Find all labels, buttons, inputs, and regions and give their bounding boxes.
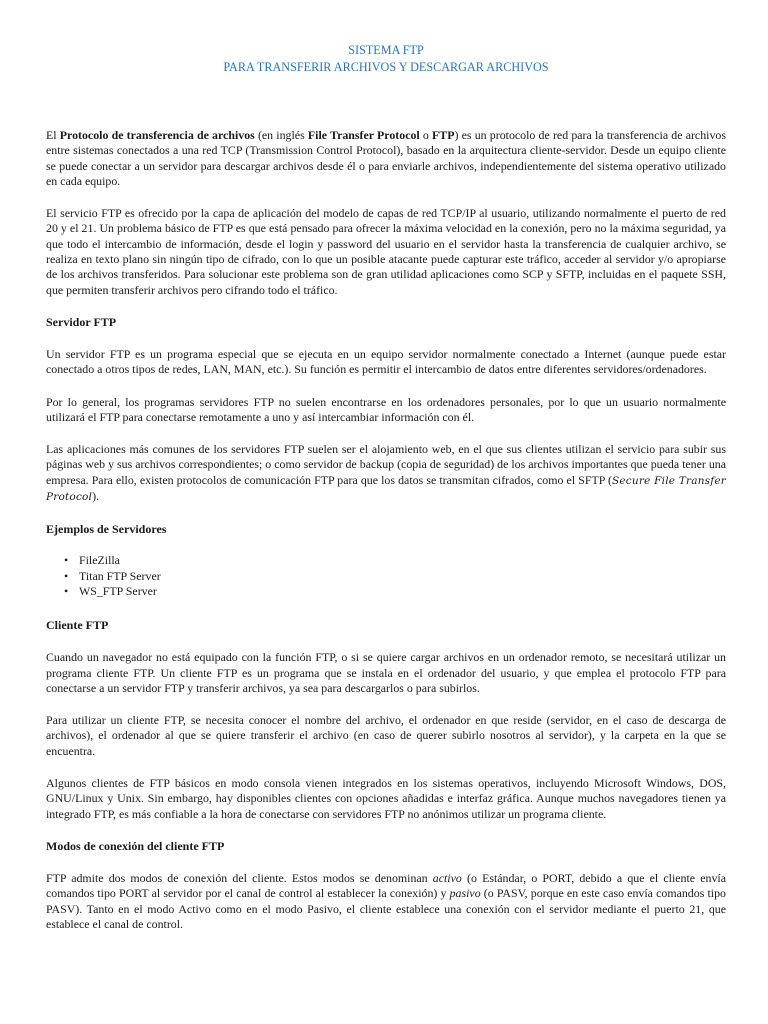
list-item: • WS_FTP Server (64, 583, 157, 598)
heading-ejemplos-servidores: Ejemplos de Servidores (46, 522, 167, 537)
servidor-paragraph-2: Por lo general, los programas servidores FTP no suelen encontrarse en los ordenadores personales, por lo que un usuario normalmente utilizará el FTP para conectarse remotamente a uno y así intercambiar información con él. (46, 394, 726, 424)
servidor-paragraph-3: Las aplicaciones más comunes de los servidores FTP suelen ser el alojamiento web, en el que sus clientes utilizan el servicio para subir sus páginas web y sus archivos correspondientes; o como servidor de backup (copia de seguridad) de los archivos importantes que pueda tener una empresa. Para ello, existen protocolos de comunicación FTP para que los datos se transmitan cifrados, como el SFTP (Secure File Transfer Protocol). (46, 442, 726, 504)
modos-paragraph-1: FTP admite dos modos de conexión del cliente. Estos modos se denominan activo (o Estándar, o PORT, debido a que el cliente envía comandos tipo PORT al servidor por el canal de control al establecer la conexión) y pasivo (o PASV, porque en este caso envía comandos tipo PASV). Tanto en el modo Activo como en el modo Pasivo, el cliente establece una conexión con el servidor mediante el puerto 21, que establece el canal de control. (46, 870, 726, 931)
intro-paragraph-2: El servicio FTP es ofrecido por la capa de aplicación del modelo de capas de red TCP/IP al usuario, utilizando normalmente el puerto de red 20 y el 21. Un problema básico de FTP es que está pensado para ofrecer la máxima velocidad en la conexión, pero no la máxima seguridad, ya que todo el intercambio de información, desde el login y password del usuario en el servidor hasta la transferencia de cualquier archivo, se realiza en texto plano sin ningún tipo de cifrado, con lo que un posible atacante puede capturar este tráfico, acceder al servidor y/o apropiarse de los archivos transferidos. Para solucionar este problema son de gran utilidad aplicaciones como SCP y SFTP, incluidas en el paquete SSH, que permiten transferir archivos pero cifrando todo el tráfico. (46, 206, 726, 297)
cliente-paragraph-3: Algunos clientes de FTP básicos en modo consola vienen integrados en los sistemas operativos, incluyendo Microsoft Windows, DOS, GNU/Linux y Unix. Sin embargo, hay disponibles clientes con opciones añadidas e interfaz gráfica. Aunque muchos navegadores tienen ya integrado FTP, es más confiable a la hora de conectarse con servidores FTP no anónimos utilizar un programa cliente. (46, 776, 726, 821)
title-line-2: PARA TRANSFERIR ARCHIVOS Y DESCARGAR ARCHIVOS (223, 60, 549, 74)
intro-paragraph-1: El Protocolo de transferencia de archivos (en inglés File Transfer Protocol o FTP) es un protocolo de red para la transferencia de archivos entre sistemas conectados a una red TCP (Transmission Control Protocol), basado en la arquitectura cliente-servidor. Desde un equipo cliente se puede conectar a un servidor para descargar archivos desde él o para enviarle archivos, independientemente del sistema operativo utilizado en cada equipo. (46, 128, 726, 188)
heading-cliente-ftp: Cliente FTP (46, 618, 109, 633)
servidor-paragraph-1: Un servidor FTP es un programa especial que se ejecuta en un equipo servidor normalmente conectado a Internet (aunque puede estar conectado a otros tipos de redes, LAN, MAN, etc.). Su función es permitir el intercambio de datos entre diferentes servidores/ordenadores. (46, 346, 726, 377)
heading-servidor-ftp: Servidor FTP (46, 314, 117, 329)
document-title (46, 42, 726, 76)
heading-modos-conexion: Modos de conexión del cliente FTP (46, 838, 225, 853)
cliente-paragraph-1: Cuando un navegador no está equipado con la función FTP, o si se quiere cargar archivos en un ordenador remoto, se necesitará utilizar un programa cliente FTP. Un cliente FTP es un programa que se instala en el ordenador del usuario, y que emplea el protocolo FTP para conectarse a un servidor FTP y transferir archivos, ya sea para descargarlos o para subirlos. (46, 650, 726, 695)
cliente-paragraph-2: Para utilizar un cliente FTP, se necesita conocer el nombre del archivo, el ordenador en que reside (servidor, en el caso de descarga de archivos), el ordenador al que se quiere transferir el archivo (en caso de querer subirlo nosotros al servidor), y la carpeta en la que se encuentra. (46, 713, 726, 758)
list-item: • FileZilla (64, 553, 120, 568)
title-line-1: SISTEMA FTP (348, 43, 424, 57)
servers-list (46, 553, 726, 599)
list-item: • Titan FTP Server (64, 568, 161, 583)
document-page (46, 42, 726, 949)
